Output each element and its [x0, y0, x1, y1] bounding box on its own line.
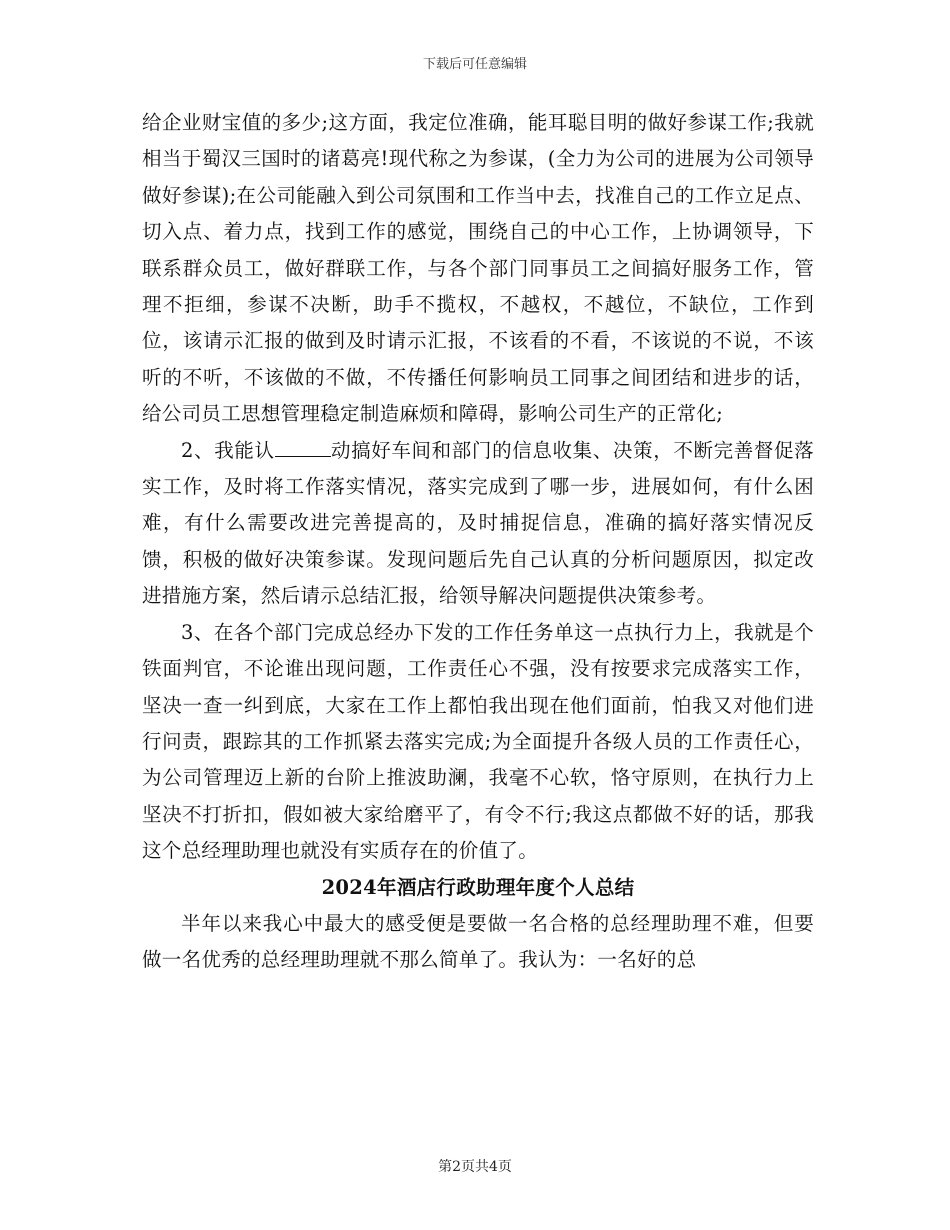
paragraph-2-rest: 动搞好车间和部门的信息收集、决策，不断完善督促落实工作，及时将工作落实情况，落实完成到了哪一步，进展如何，有什么困难，有什么需要改进完善提高的，及时捕捉信息，准确的搞好落实情况反馈，积极的做好决策参谋。发现问题后先自己认真的分析问题原因，拟定改进措施方案，然后请示总结汇报，给领导解决问题提供决策参考。 [142, 438, 814, 608]
paragraph-3: 3、在各个部门完成总经办下发的工作任务单这一点执行力上，我就是个铁面判官，不论谁出现问题，工作责任心不强，没有按要求完成落实工作，坚决一查一纠到底，大家在工作上都怕我出现在他们面前，怕我又对他们进行问责，跟踪其的工作抓紧去落实完成;为全面提升各级人员的工作责任心，为公司管理迈上新的台阶上推波助澜，我毫不心软，恪守原则，在执行力上坚决不打折扣，假如被大家给磨平了，有令不行;我这点都做不好的话，那我这个总经理助理也就没有实质存在的价值了。 [142, 620, 814, 863]
section-title: 2024年酒店行政助理年度个人总结 [321, 875, 635, 899]
paragraph-2-start: 2、我能认 [181, 438, 275, 462]
paragraph-1: 给企业财宝值的多少;这方面，我定位准确，能耳聪目明的做好参谋工作;我就相当于蜀汉三国时的诸葛亮!现代称之为参谋，(全力为公司的进展为公司领导做好参谋);在公司能融入到公司氛围和工作当中去，找准自己的工作立足点、切入点、着力点，找到工作的感觉，围绕自己的中心工作，上协调领导，下联系群众员工，做好群联工作，与各个部门同事员工之间搞好服务工作，管理不拒细，参谋不决断，助手不揽权，不越权，不越位，不缺位，工作到位，该请示汇报的做到及时请示汇报，不该看的不看，不该说的不说，不该听的不听，不该做的不做，不传播任何影响员工同事之间团结和进步的话，给公司员工思想管理稳定制造麻烦和障碍，影响公司生产的正常化; [142, 111, 814, 426]
fill-blank [275, 436, 331, 457]
page-footer: 第2页共4页 [438, 1159, 512, 1175]
document-body [142, 105, 814, 979]
paragraph-4: 半年以来我心中最大的感受便是要做一名合格的总经理助理不难，但要做一名优秀的总经理助理就不那么简单了。我认为：一名好的总 [142, 911, 814, 972]
paragraph-2 [142, 433, 814, 615]
page-header: 下载后可任意编辑 [422, 57, 527, 72]
